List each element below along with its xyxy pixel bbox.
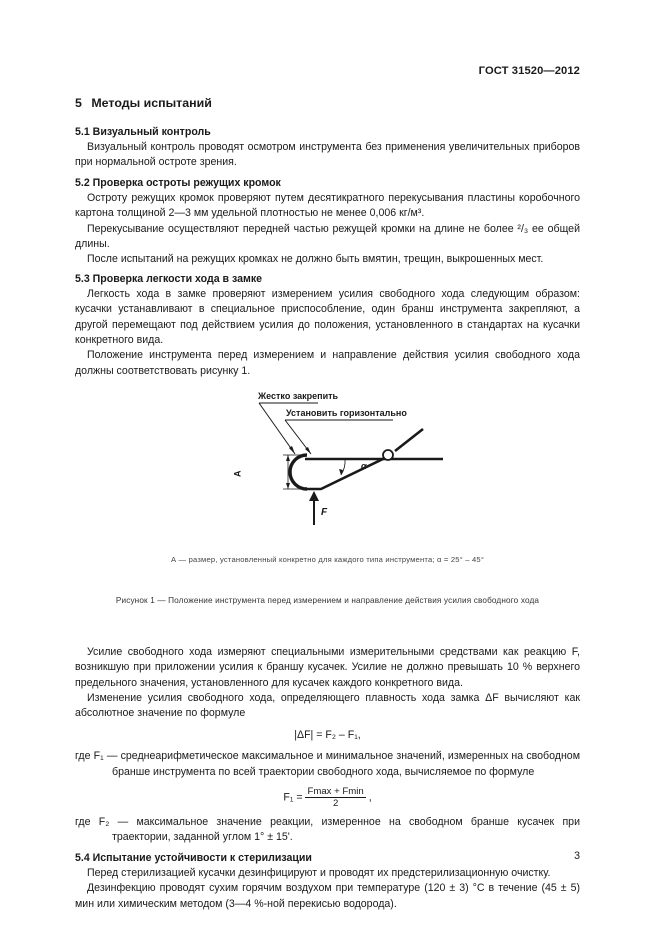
force-arrowhead bbox=[309, 491, 319, 501]
paragraph-5-3-1: Легкость хода в замке проверяют измерением усилия свободного хода следующим образом: кусачки устанавливают в специальное приспособление, один бранш инструмента закрепляют, а другой перемещают под действием усилия до положения, установленного в стандартах на кусачки конкретного вида. bbox=[75, 287, 580, 347]
formula-f1-denominator: 2 bbox=[332, 797, 339, 809]
section-title-text: Методы испытаний bbox=[91, 96, 212, 110]
paragraph-5-3-2: Положение инструмента перед измерением и направление действия усилия свободного хода должны соответствовать рисунку 1. bbox=[75, 349, 580, 377]
heading-5-2: 5.2 Проверка остроты режущих кромок bbox=[75, 176, 281, 189]
tool-jaw bbox=[290, 455, 307, 489]
formula-delta-f: |ΔF| = F₂ – F₁, bbox=[294, 728, 361, 741]
section-title bbox=[75, 95, 580, 111]
paragraph-5-1-1: Визуальный контроль проводят осмотром инструмента без применения увеличительных приборов при нормальной остроте зрения. bbox=[75, 141, 580, 169]
page-number: 3 bbox=[574, 850, 580, 862]
label-force: F bbox=[321, 507, 328, 519]
paragraph-5-4-2: Дезинфекцию проводят сухим горячим воздухом при температуре (120 ± 3) °С в течение (45 ± 5) мин или химическим методом (3—4 %-ной перекисью водорода). bbox=[75, 882, 580, 910]
definition-f2 bbox=[75, 815, 580, 846]
definition-f1-term: где F₁ — bbox=[75, 750, 118, 763]
heading-5-1: 5.1 Визуальный контроль bbox=[75, 126, 211, 138]
paragraph-5-2-3: После испытаний на режущих кромках не должно быть вмятин, трещин, выкрошенных мест. bbox=[87, 253, 544, 266]
definition-f2-text: максимальное значение реакции, измеренное на свободном бранше кусачек при траектории, заданной углом 1° ± 15'. bbox=[112, 815, 580, 844]
hinge bbox=[383, 450, 393, 460]
figure-caption: Рисунок 1 — Положение инструмента перед измерением и направление действия усилия свободного хода bbox=[115, 596, 540, 606]
paragraph-body-2: Изменение усилия свободного хода, определяющего плавность хода замка ΔF вычисляют как абсолютное значение по формуле bbox=[75, 691, 580, 720]
heading-5-3: 5.3 Проверка легкости хода в замке bbox=[75, 272, 263, 285]
label-fix: Жестко закрепить bbox=[258, 391, 339, 402]
definition-f1 bbox=[75, 749, 580, 780]
paragraph-body-1: Усилие свободного хода измеряют специальными измерительными средствами как реакцию F, возникшую при приложении усилия к браншу кусачек. Усилие не должно превышать 10 % верхнего предельного значения, установленного для кусачек каждого конкретного вида. bbox=[75, 645, 580, 689]
figure-note: А — размер, установленный конкретно для каждого типа инструмента; α = 25° – 45° bbox=[170, 555, 485, 565]
movable-branch bbox=[307, 457, 387, 489]
formula-f1 bbox=[75, 786, 580, 809]
definition-f2-term: где F₂ — bbox=[75, 815, 129, 828]
dim-a-arrow-top bbox=[286, 455, 290, 461]
formula-f1-numerator: Fmax + Fmin bbox=[307, 785, 364, 797]
page-content bbox=[75, 95, 580, 912]
formula-f1-tail: , bbox=[368, 791, 372, 804]
formula-f1-lhs: F₁ = bbox=[283, 791, 303, 804]
paragraph-5-4-1: Перед стерилизацией кусачки дезинфицируют и проводят их предстерилизационную очистку. bbox=[87, 866, 551, 879]
section-number: 5 bbox=[75, 96, 82, 110]
paragraph-5-2-2: Перекусывание осуществляют передней частью режущей кромки на длине не более ²/₃ ее общей длины. bbox=[75, 222, 580, 251]
figure-1 bbox=[75, 387, 580, 587]
paragraph-5-2-1: Остроту режущих кромок проверяют путем десятикратного перекусывания пластины коробочного картона толщиной 2—3 мм удельной плотностью не менее 0,006 кг/м³. bbox=[75, 191, 580, 220]
definition-f1-text: среднеарифметическое максимальное и минимальное значений, измеренных на свободном бранше инструмента по всей траектории свободного хода, вычисляемое по формуле bbox=[112, 750, 580, 778]
label-alpha: α bbox=[361, 461, 367, 472]
formula-f1-fraction bbox=[305, 786, 365, 809]
handle bbox=[395, 429, 423, 451]
dim-a-arrow-bottom bbox=[286, 483, 290, 489]
heading-5-4: 5.4 Испытание устойчивости к стерилизации bbox=[75, 851, 312, 864]
label-horizontal: Установить горизонтально bbox=[286, 408, 407, 419]
document-code: ГОСТ 31520—2012 bbox=[478, 65, 580, 77]
label-dimension-a: А bbox=[232, 470, 243, 478]
